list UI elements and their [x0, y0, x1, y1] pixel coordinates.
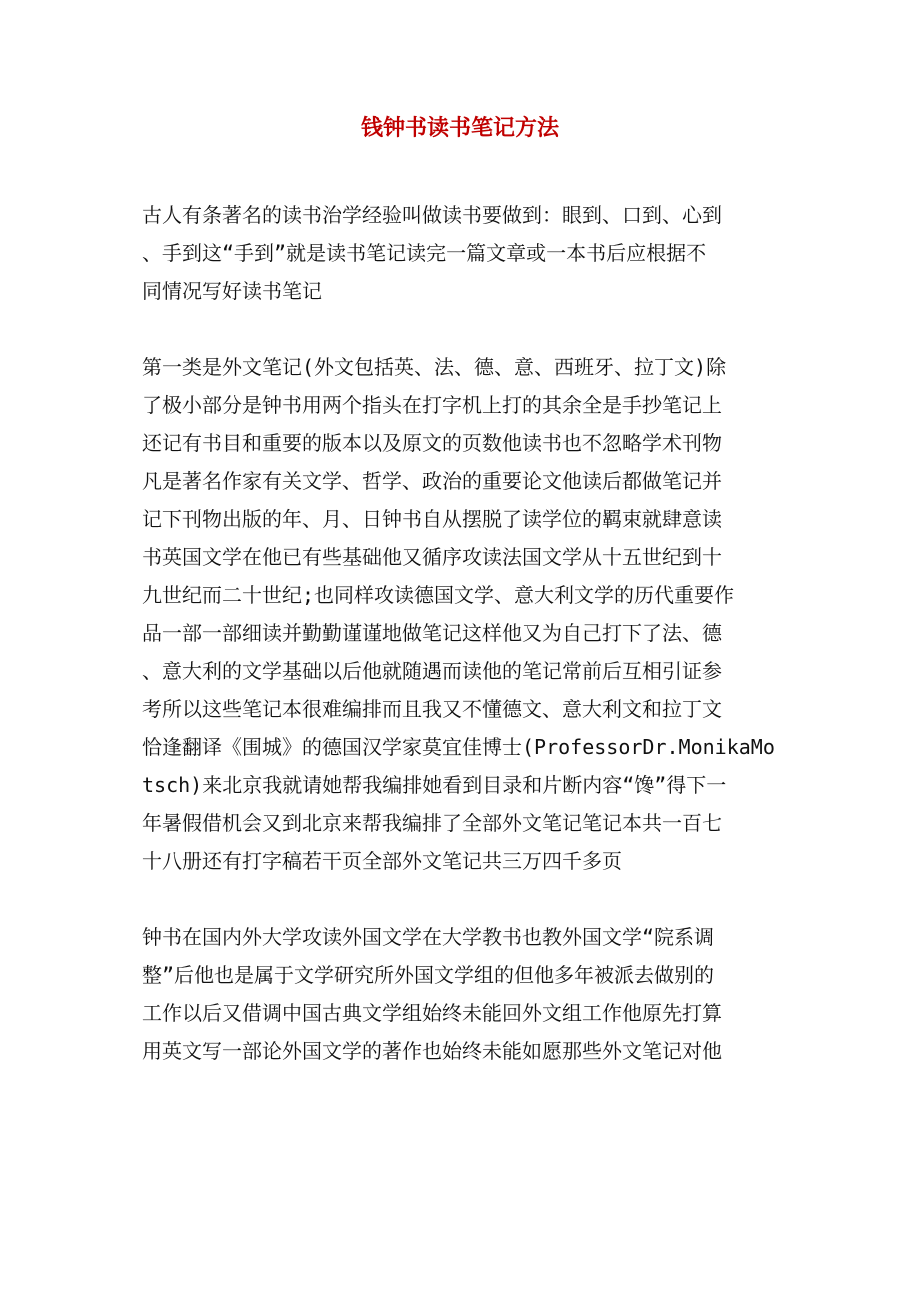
- text-line: 了极小部分是钟书用两个指头在打字机上打的其余全是手抄笔记上: [142, 393, 722, 417]
- text-line: 书英国文学在他已有些基础他又循序攻读法国文学从十五世纪到十: [142, 545, 722, 569]
- document-body: [142, 196, 782, 1108]
- text-line: 恰逢翻译《围城》的德国汉学家莫宜佳博士(ProfessorDr.MonikaMo: [142, 735, 775, 759]
- text-line: 年暑假借机会又到北京来帮我编排了全部外文笔记笔记本共一百七: [142, 811, 722, 835]
- text-line: 用英文写一部论外国文学的著作也始终未能如愿那些外文笔记对他: [142, 1039, 722, 1063]
- text-line: 还记有书目和重要的版本以及原文的页数他读书也不忽略学术刊物: [142, 431, 722, 455]
- paragraph-foreign-notes: [142, 348, 782, 880]
- text-line: tsch)来北京我就请她帮我编排她看到目录和片断内容“馋”得下一: [142, 773, 727, 797]
- paragraph-intro: [142, 196, 782, 310]
- text-line: 、意大利的文学基础以后他就随遇而读他的笔记常前后互相引证参: [142, 659, 722, 683]
- text-line: 考所以这些笔记本很难编排而且我又不懂德文、意大利文和拉丁文: [142, 697, 722, 721]
- text-line: 整”后他也是属于文学研究所外国文学组的但他多年被派去做别的: [142, 963, 715, 987]
- document-title: 钱钟书读书笔记方法: [360, 115, 559, 141]
- text-line: 品一部一部细读并勤勤谨谨地做笔记这样他又为自己打下了法、德: [142, 621, 722, 645]
- text-line: 凡是著名作家有关文学、哲学、政治的重要论文他读后都做笔记并: [142, 469, 722, 493]
- text-line: 、手到这“手到”就是读书笔记读完一篇文章或一本书后应根据不: [142, 241, 707, 265]
- paragraph-career: [142, 918, 782, 1070]
- text-line: 九世纪而二十世纪;也同样攻读德国文学、意大利文学的历代重要作: [142, 583, 735, 607]
- text-line: 十八册还有打字稿若干页全部外文笔记共三万四千多页: [142, 849, 622, 873]
- text-line: 第一类是外文笔记(外文包括英、法、德、意、西班牙、拉丁文)除: [142, 355, 727, 379]
- text-line: 古人有条著名的读书治学经验叫做读书要做到：眼到、口到、心到: [142, 203, 722, 227]
- text-line: 记下刊物出版的年、月、日钟书自从摆脱了读学位的羁束就肆意读: [142, 507, 722, 531]
- text-line: 钟书在国内外大学攻读外国文学在大学教书也教外国文学“院系调: [142, 925, 715, 949]
- text-line: 工作以后又借调中国古典文学组始终未能回外文组工作他原先打算: [142, 1001, 722, 1025]
- text-line: 同情况写好读书笔记: [142, 279, 322, 303]
